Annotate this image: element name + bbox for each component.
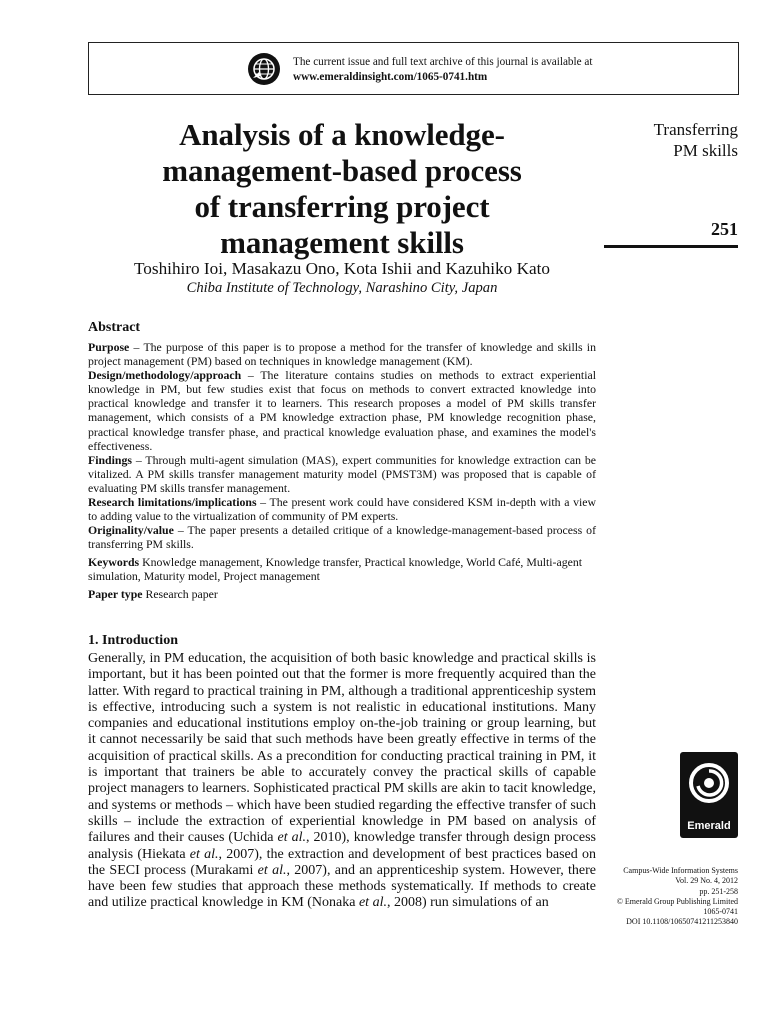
paper-type-value: Research paper [145, 587, 218, 601]
abstract-section-label: Design/methodology/approach [88, 368, 242, 383]
paper-type [88, 587, 596, 601]
introduction-paragraph [88, 651, 596, 912]
abstract-heading: Abstract [88, 320, 141, 335]
journal-copyright: © Emerald Group Publishing Limited [616, 896, 738, 906]
paper-type-label: Paper type [88, 587, 143, 601]
abstract-section [88, 453, 596, 495]
title-line: Analysis of a knowledge- [179, 117, 505, 152]
journal-volume: Vol. 29 No. 4, 2012 [675, 876, 738, 886]
abstract-body [88, 340, 596, 551]
introduction-text-run: Generally, in PM education, the acquisition of both basic knowledge and practical skills is important, but it has been pointed out that the former is more frequently acquired than the latter. With regard to practical training in PM, although a traditional apprenticeship system is effective, introducing such a system is not realistic in educational institutions. Many companies and educational institutions employ on-the-job training or group learning, but it cannot necessarily be said that such methods have been greatly effective in terms of the acquisition of practical skills. As a precondition for conducting practical training in PM, it is important that trainers be able to accurately convey the practical skills of capable project managers to learners. Sophisticated practical PM skills are akin to tacit knowledge, and systems or methods – which have been studied regarding the effective transfer of such skills – include the extraction of experiential knowledge in PM based on analysis of failures and their causes (Uchida [88, 651, 596, 846]
journal-name: Campus-Wide Information Systems [623, 866, 738, 875]
citation-et-al: et al. [189, 846, 219, 862]
availability-text: The current issue and full text archive of this journal is available at [293, 56, 593, 68]
journal-issn: 1065-0741 [703, 907, 738, 917]
abstract-section-text: – The present work could have considered KSM in-depth with a view to adding value to the virtualization of community of PM experts. [88, 495, 596, 524]
title-line: of transferring project [194, 189, 490, 224]
globe-icon [247, 52, 281, 86]
journal-doi: DOI 10.1108/10650741211253840 [626, 917, 738, 927]
abstract-section-label: Purpose [88, 340, 130, 354]
abstract-section-text: – The literature contains studies on methods to extract experiential knowledge in PM, but few studies exist that focus on methods to convert extracted knowledge into practical knowledge and transfer it to learners. This research proposes a model of PM skills transfer management, which consists of a PM knowledge extraction phase, PM knowledge recognition phase, practical knowledge transfer phase, and practical knowledge evaluation phase, and examines the model's effectiveness. [88, 368, 596, 453]
running-head [604, 119, 738, 161]
title-line: management skills [220, 225, 464, 260]
emerald-logo-word: Emerald [687, 820, 731, 832]
citation-et-al: et al. [277, 830, 307, 846]
citation-et-al: et al. [257, 862, 287, 878]
abstract-section-label: Originality/value [88, 523, 174, 538]
journal-pages: pp. 251-258 [699, 886, 738, 896]
abstract-section-text: – The purpose of this paper is to propose a method for the transfer of knowledge and skills in project management (PM) based on techniques in knowledge management (KM). [88, 340, 596, 369]
emerald-swirl-icon [688, 762, 730, 804]
abstract-section [88, 340, 596, 368]
introduction-text-run: , 2007), the extraction and development of best practices based on the SECI process (Murakami [88, 846, 596, 878]
article-title [88, 117, 596, 261]
introduction-heading: 1. Introduction [88, 633, 178, 648]
journal-url-link[interactable]: www.emeraldinsight.com/1065-0741.htm [293, 71, 488, 83]
title-line: management-based process [162, 153, 522, 188]
abstract-section [88, 523, 596, 551]
running-head-line: Transferring [653, 120, 738, 139]
citation-et-al: et al. [358, 895, 387, 911]
running-head-line: PM skills [673, 141, 738, 160]
author-affiliation: Chiba Institute of Technology, Narashino City, Japan [186, 280, 498, 296]
abstract-section [88, 495, 596, 523]
keywords [88, 555, 596, 583]
page-number: 251 [711, 219, 738, 239]
introduction-text-run: , 2007), and an apprenticeship system. However, there have been few studies that approach these methods systematically. If methods to create and utilize practical knowledge in KM (Nonaka [88, 862, 596, 911]
abstract-section-text: – Through multi-agent simulation (MAS), expert communities for knowledge extraction can be vitalized. A PM skills transfer management maturity model (PMST3M) was proposed that is capable of evaluating PM skills transfer management. [88, 452, 596, 495]
abstract-section [88, 368, 596, 453]
keywords-list: Knowledge management, Knowledge transfer, Practical knowledge, World Café, Multi-agent simulation, Maturity model, Project management [88, 555, 583, 584]
journal-availability-box [88, 42, 739, 95]
author-list: Toshihiro Ioi, Masakazu Ono, Kota Ishii and Kazuhiko Kato [134, 259, 550, 278]
abstract-section-text: – The paper presents a detailed critique of a knowledge-management-based process of transferring PM skills. [88, 523, 596, 552]
keywords-label: Keywords [88, 555, 140, 569]
emerald-logo [680, 752, 738, 838]
page-number-rule [604, 245, 738, 248]
journal-citation-info [604, 866, 738, 928]
introduction-text-run: , 2008) run simulations of an [386, 895, 549, 911]
abstract-section-label: Findings [88, 452, 132, 467]
abstract-section-label: Research limitations/implications [88, 495, 257, 510]
introduction-text-run: , 2010), knowledge transfer through design process analysis (Hiekata [88, 830, 596, 862]
